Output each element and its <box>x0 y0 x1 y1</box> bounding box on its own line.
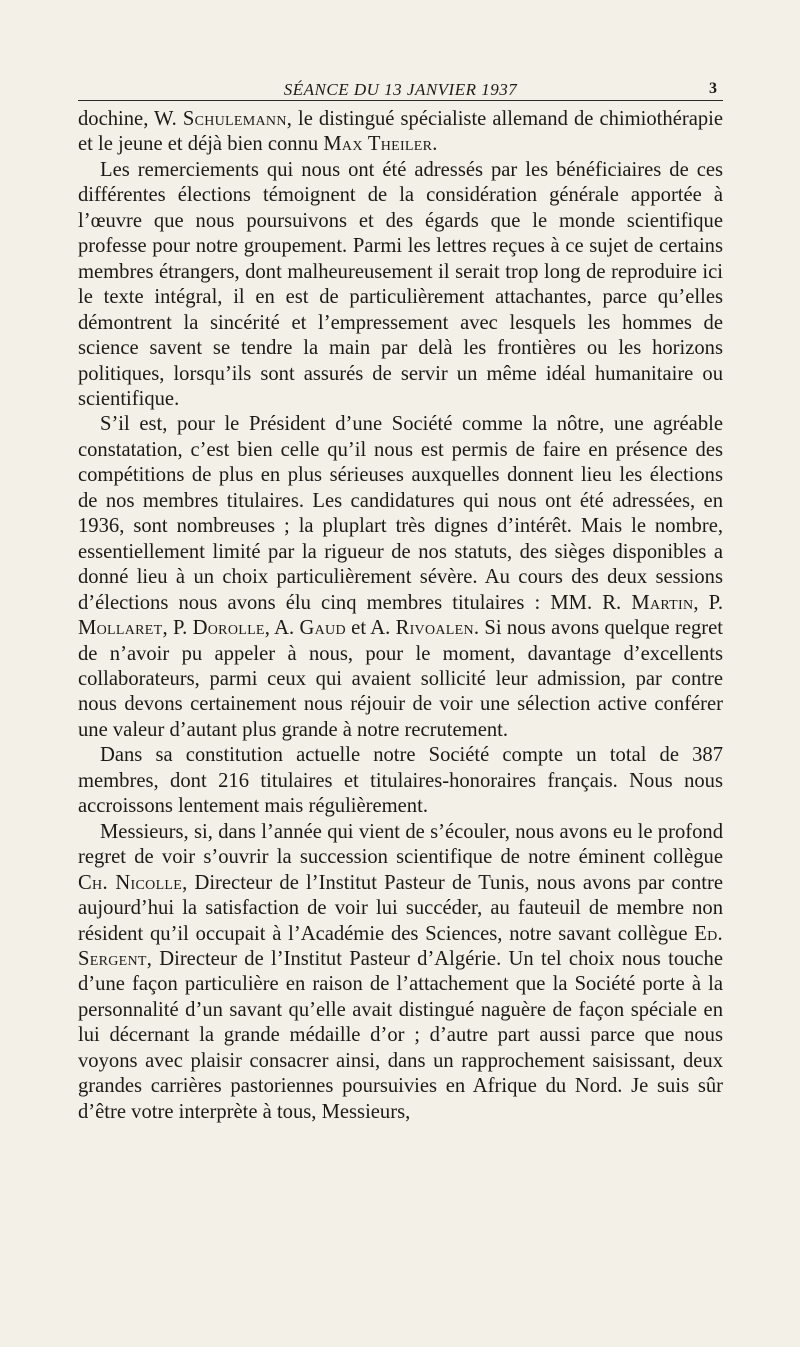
body-text <box>78 107 723 1125</box>
paragraph-3 <box>78 412 723 743</box>
text-segment: . Si nous avons quelque regret de n’avoir pu appeler à nous, pour le moment, davantage d’excellents collaborateurs, parmi ceux qui avaient sollicité leur admission, par contre nous devons certainement nous réjouir de voir une sélection active conférer une valeur d’autant plus grande à notre recrutement. <box>78 617 723 741</box>
text-segment: S’il est, pour le Président d’une Société comme la nôtre, une agréable constatation, c’est bien celle qu’il nous est permis de faire en présence des compétitions de plus en plus sérieuses auxquelles donnent lieu les élections de nos membres titulaires. Les candidatures qui nous ont été adressées, en 1936, sont nombreuses ; la pluplart très dignes d’intérêt. Mais le nombre, essentiellement limité par la rigueur de nos statuts, des sièges disponibles a donné lieu à un choix particulièrement sévère. Au cours des deux sessions d’élections nous avons élu cinq membres titulaires : MM. R. <box>78 413 723 614</box>
text-segment: , le distingué spécialiste allemand de chimiothérapie et le jeune et déjà bien connu <box>78 108 723 156</box>
text-segment: Dans sa constitution actuelle notre Société compte un total de 387 membres, dont 216 titulaires et titulaires-honoraires français. Nous nous accroissons lentement mais régulièrement. <box>78 744 723 818</box>
text-segment: et A. <box>345 617 396 640</box>
text-segment: , A. <box>264 617 300 640</box>
person-name: Ch. Nicolle <box>78 871 183 894</box>
text-segment: , Directeur de l’Institut Pasteur d’Algérie. Un tel choix nous touche d’une façon particulière en raison de l’attachement que la Société porte à la personnalité d’un savant qu’elle avait distingué naguère de façon spéciale en lui décernant la grande médaille d’or ; d’autre part aussi parce que nous voyons avec plaisir consacrer ainsi, dans un rapprochement saisissant, deux grandes carrières pastoriennes poursuivies en Afrique du Nord. Je suis sûr d’être votre interprète à tous, Messieurs, <box>78 947 723 1123</box>
person-name: Schulemann <box>182 108 287 130</box>
paragraph-4 <box>78 743 723 819</box>
text-segment: dochine, W. <box>78 108 183 130</box>
person-name: Rivoalen <box>395 617 474 640</box>
text-segment: , P. <box>162 617 193 640</box>
person-name: Ed. Sergent <box>78 922 723 970</box>
running-header <box>78 78 723 101</box>
person-name: Gaud <box>299 617 346 640</box>
text-segment: Les remerciements qui nous ont été adressés par les bénéficiaires de ces différentes élections témoignent de la considération générale apportée à l’œuvre que nous poursuivons et des égards que le monde scientifique professe pour notre groupement. Parmi les lettres reçues à ce sujet de certains membres étrangers, dont malheureusement il serait trop long de reproduire ici le texte intégral, il en est de particulièrement attachantes, parce qu’elles démontrent la sincérité et l’empressement avec lesquels les hommes de science savent se tendre la main par delà les frontières ou les horizons politiques, lorsqu’ils sont assurés de servir un même idéal humanitaire ou scientifique. <box>78 158 723 410</box>
person-name: Max Theiler <box>323 133 433 156</box>
person-name: Martin <box>631 591 694 614</box>
paragraph-5 <box>78 820 723 1125</box>
paragraph-2 <box>78 158 723 413</box>
page <box>78 78 723 1125</box>
running-title: SÉANCE DU 13 JANVIER 1937 <box>283 80 518 99</box>
paragraph-1 <box>78 107 723 158</box>
person-name: Dorolle <box>192 617 265 640</box>
text-segment: Messieurs, si, dans l’année qui vient de s’écouler, nous avons eu le profond regret de voir s’ouvrir la succession scientifique de notre éminent collègue <box>78 820 723 869</box>
text-segment: , Directeur de l’Institut Pasteur de Tunis, nous avons par contre aujourd’hui la satisfaction de voir lui succéder, au fauteuil de membre non résident qu’il occupait à l’Académie des Sciences, notre savant collègue <box>78 871 723 945</box>
person-name: Mollaret <box>78 617 163 640</box>
page-number: 3 <box>709 80 717 97</box>
text-segment: , P. <box>693 591 723 614</box>
text-segment: . <box>432 133 438 156</box>
